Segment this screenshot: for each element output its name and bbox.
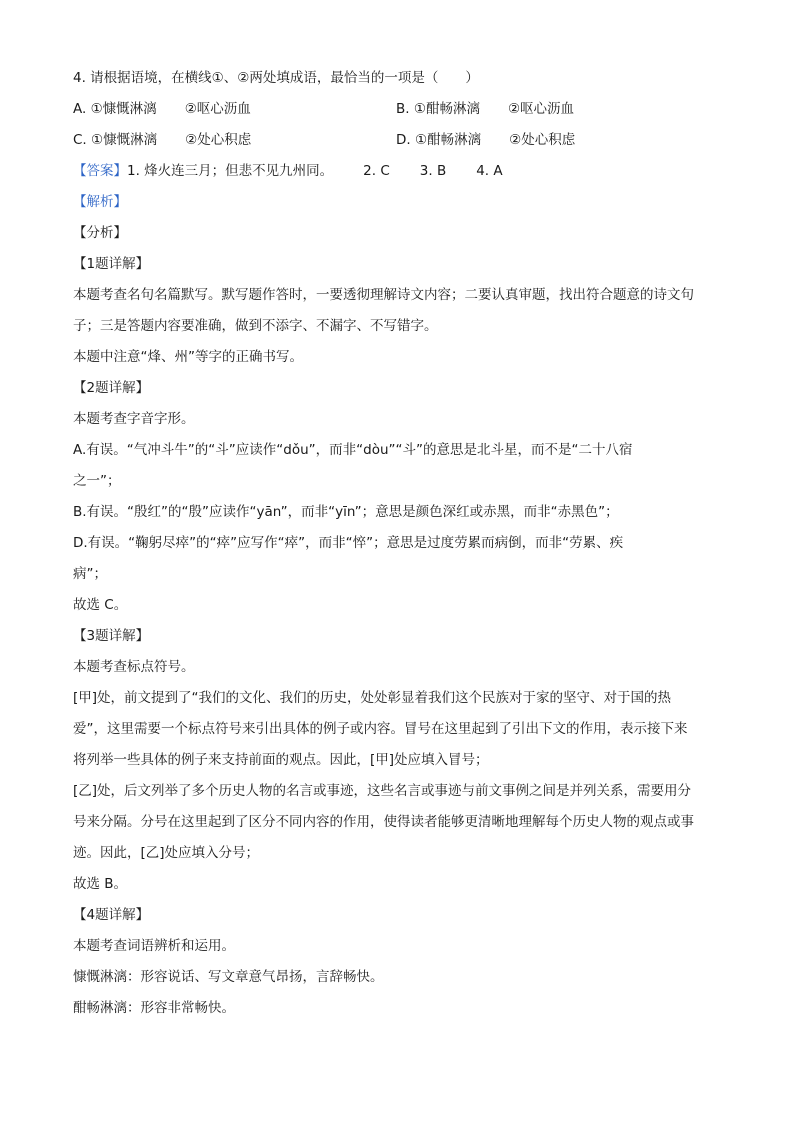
q2-intro: 本题考查字音字形。 bbox=[73, 411, 195, 427]
q3-heading: 【3题详解】 bbox=[73, 628, 150, 644]
answer-line bbox=[73, 156, 723, 187]
q2-item-a-line-2: 之一”； bbox=[73, 473, 121, 489]
option-a bbox=[73, 94, 396, 125]
answer-4: 4. A bbox=[476, 163, 503, 179]
option-a-second: ②呕心沥血 bbox=[184, 101, 251, 117]
q1-paragraph-line-2: 子；三是答题内容要准确，做到不添字、不漏字、不写错字。 bbox=[73, 318, 438, 334]
q2-item-a-line-1: A.有误。“气冲斗牛”的“斗”应读作“dǒu”，而非“dòu”“斗”的意思是北斗星，而不是“二十八宿 bbox=[73, 442, 633, 458]
q3-yi-line-3: 迹。因此，[乙]处应填入分号； bbox=[73, 845, 260, 861]
q4-heading: 【4题详解】 bbox=[73, 907, 150, 923]
q2-item-b: B.有误。“殷红”的“殷”应读作“yān”，而非“yīn”；意思是颜色深红或赤黑，而非“赤黑色”； bbox=[73, 504, 619, 520]
answer-1: 1. 烽火连三月；但悲不见九州同。 bbox=[127, 163, 334, 179]
q1-heading: 【1题详解】 bbox=[73, 256, 150, 272]
q1-paragraph-line-1: 本题考查名句名篇默写。默写题作答时，一要透彻理解诗文内容；二要认真审题，找出符合题意的诗文句 bbox=[73, 287, 694, 303]
q2-item-d-line-2: 病”； bbox=[73, 566, 107, 582]
q3-yi-line-2: 号来分隔。分号在这里起到了区分不同内容的作用，使得读者能够更清晰地理解每个历史人物的观点或事 bbox=[73, 814, 694, 830]
options-row-2 bbox=[73, 125, 723, 156]
q3-jia-line-1: [甲]处，前文提到了“我们的文化、我们的历史，处处彰显着我们这个民族对于家的坚守、对于国的热 bbox=[73, 690, 672, 706]
q1-note: 本题中注意“烽、州”等字的正确书写。 bbox=[73, 349, 303, 365]
answer-label: 【答案】 bbox=[73, 163, 127, 179]
document-page bbox=[73, 63, 723, 1024]
fenxi-label: 【分析】 bbox=[73, 225, 127, 241]
option-d-first: D. ①酣畅淋漓 bbox=[396, 132, 482, 148]
answer-2: 2. C bbox=[363, 163, 390, 179]
q4-intro: 本题考查词语辨析和运用。 bbox=[73, 938, 235, 954]
q3-jia-line-2: 爱”，这里需要一个标点符号来引出具体的例子或内容。冒号在这里起到了引出下文的作用，表示接下来 bbox=[73, 721, 688, 737]
option-c-first: C. ①慷慨淋漓 bbox=[73, 132, 158, 148]
q4-definition-1: 慷慨淋漓：形容说话、写文章意气昂扬，言辞畅快。 bbox=[73, 969, 384, 985]
option-d bbox=[396, 125, 575, 156]
answer-3: 3. B bbox=[419, 163, 447, 179]
q2-item-d-line-1: D.有误。“鞠躬尽瘁”的“瘁”应写作“瘁”，而非“悴”；意思是过度劳累而病倒，而非“劳累、疾 bbox=[73, 535, 624, 551]
q2-heading: 【2题详解】 bbox=[73, 380, 150, 396]
option-b-second: ②呕心沥血 bbox=[507, 101, 575, 117]
q3-choice: 故选 B。 bbox=[73, 876, 128, 892]
option-c-second: ②处心积虑 bbox=[185, 132, 252, 148]
q2-choice: 故选 C。 bbox=[73, 597, 128, 613]
question-4-stem: 4. 请根据语境，在横线①、②两处填成语，最恰当的一项是（ ） bbox=[73, 70, 479, 86]
option-a-first: A. ①慷慨淋漓 bbox=[73, 101, 157, 117]
option-c bbox=[73, 125, 396, 156]
q3-jia-line-3: 将列举一些具体的例子来支持前面的观点。因此，[甲]处应填入冒号； bbox=[73, 752, 489, 768]
q3-intro: 本题考查标点符号。 bbox=[73, 659, 195, 675]
option-d-second: ②处心积虑 bbox=[509, 132, 576, 148]
q3-yi-line-1: [乙]处，后文列举了多个历史人物的名言或事迹，这些名言或事迹与前文事例之间是并列关系，需要用分 bbox=[73, 783, 692, 799]
option-b bbox=[396, 94, 574, 125]
analysis-label: 【解析】 bbox=[73, 194, 127, 210]
options-row-1 bbox=[73, 94, 723, 125]
option-b-first: B. ①酣畅淋漓 bbox=[396, 101, 480, 117]
q4-definition-2: 酣畅淋漓：形容非常畅快。 bbox=[73, 1000, 235, 1016]
